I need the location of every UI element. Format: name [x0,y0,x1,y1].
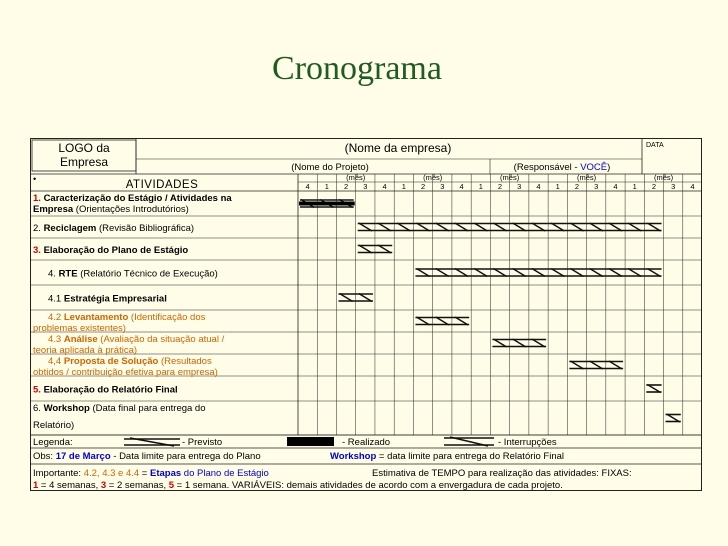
activity-label: 1. Caracterização do Estágio / Atividades na [33,193,232,204]
activity-row [48,294,167,305]
legend-planned-symbol [124,438,180,446]
week-label: 4 [613,182,618,191]
obs-workshop: Workshop = data limite para entrega do Relatório Final [330,451,565,462]
activity-label: 6. Workshop (Data final para entrega do [33,403,206,414]
activity-row [33,334,225,356]
schedule-bar [569,361,623,369]
week-label: 2 [420,182,426,191]
week-label: 2 [651,182,657,191]
responsible: (Responsável - VOCÊ) [513,162,611,173]
activity-row [33,223,194,234]
week-label: 1 [324,182,329,191]
week-label: 1 [401,182,406,191]
week-label: 4 [382,182,387,191]
activity-label: 5. Elaboração do Relatório Final [33,384,178,396]
week-label: 1 [632,182,637,191]
legend-planned: - Previsto [182,437,223,448]
week-label: 3 [517,182,522,191]
legend-label: Legenda: [33,437,73,448]
activities-header: ATIVIDADES [125,179,199,191]
activity-rows [33,193,232,431]
schedule-bar [646,385,661,393]
activity-label-line2: teoria aplicada à prática) [33,345,138,356]
activity-row [33,356,218,378]
week-label: 4 [536,182,541,191]
activity-row [33,312,206,334]
month-label: (mês) [577,173,597,182]
week-label: 3 [440,182,445,191]
activity-label: 3. Elaboração do Plano de Estágio [33,245,189,256]
activity-bars [299,200,681,423]
activity-label: 4,4 Proposta de Solução (Resultados [48,356,212,367]
month-label: (mês) [423,173,443,182]
activity-row [33,385,178,396]
activity-label: 4.3 Análise (Avaliação da situação atual / [48,334,225,345]
schedule-bar [666,414,681,422]
important-estimate: Estimativa de TEMPO para realização das atividades: FIXAS: [372,468,632,479]
week-label: 4 [305,182,310,191]
activity-label: 2. Reciclagem (Revisão Bibliográfica) [33,223,195,234]
logo-line1: LOGO da [58,141,110,155]
activity-label-line2: problemas existentes) [33,323,126,334]
week-label: 2 [344,182,349,191]
important-line1: Importante: 4.2, 4.3 e 4.4 = Etapas do Plano de Estágio [33,468,269,479]
date-label: DATA [646,142,664,149]
activity-row [33,245,188,256]
gantt-table [30,138,702,491]
week-label: 3 [363,182,368,191]
activity-row [33,403,206,431]
month-label: (mês) [346,173,366,182]
activity-row [48,269,218,280]
week-label: 4 [690,182,695,191]
activity-label-line2: Relatório) [33,420,75,431]
legend-realized: - Realizado [342,437,391,448]
week-labels [306,182,695,191]
week-label: 1 [555,182,560,191]
week-label: 2 [574,182,580,191]
legend-interrupted: - Interrupções [498,437,557,448]
week-label: 2 [497,182,503,191]
week-label: 3 [594,182,599,191]
obs-line: Obs: 17 de Março - Data limite para entrega do Plano [33,451,261,462]
legend-realized-symbol [287,437,334,446]
activity-label: 4. RTE (Relatório Técnico de Execução) [48,268,218,280]
month-label: (mês) [653,173,674,182]
week-label: 3 [671,182,676,191]
important-line2: 1 = 4 semanas, 3 = 2 semanas, 5 = 1 semana. VARIÁVEIS: demais atividades de acordo com a envergadura de cada projeto. [33,480,563,491]
month-label: (mês) [500,173,520,182]
week-label: 4 [459,182,464,191]
schedule-bar [415,317,469,325]
schedule-bar [415,269,661,277]
activity-label-line2: Empresa (Orientações Introdutórios) [33,204,189,215]
schedule-bar [492,339,546,347]
project-name: (Nome do Projeto) [291,162,369,173]
realized-bar [299,202,355,206]
activity-row [33,193,232,215]
page-title: Cronograma [272,50,442,87]
activity-label-line2: obtidos / contribuição efetiva para empresa) [33,367,218,378]
logo-line2: Empresa [59,155,109,169]
activity-label: 4.1 Estratégia Empresarial [48,293,167,305]
bullet: • [33,174,37,184]
legend-interrupted-symbol [444,437,494,446]
week-label: 1 [478,182,483,191]
company-name: (Nome da empresa) [344,141,452,155]
activity-label: 4.2 Levantamento (Identificação dos [48,312,206,323]
